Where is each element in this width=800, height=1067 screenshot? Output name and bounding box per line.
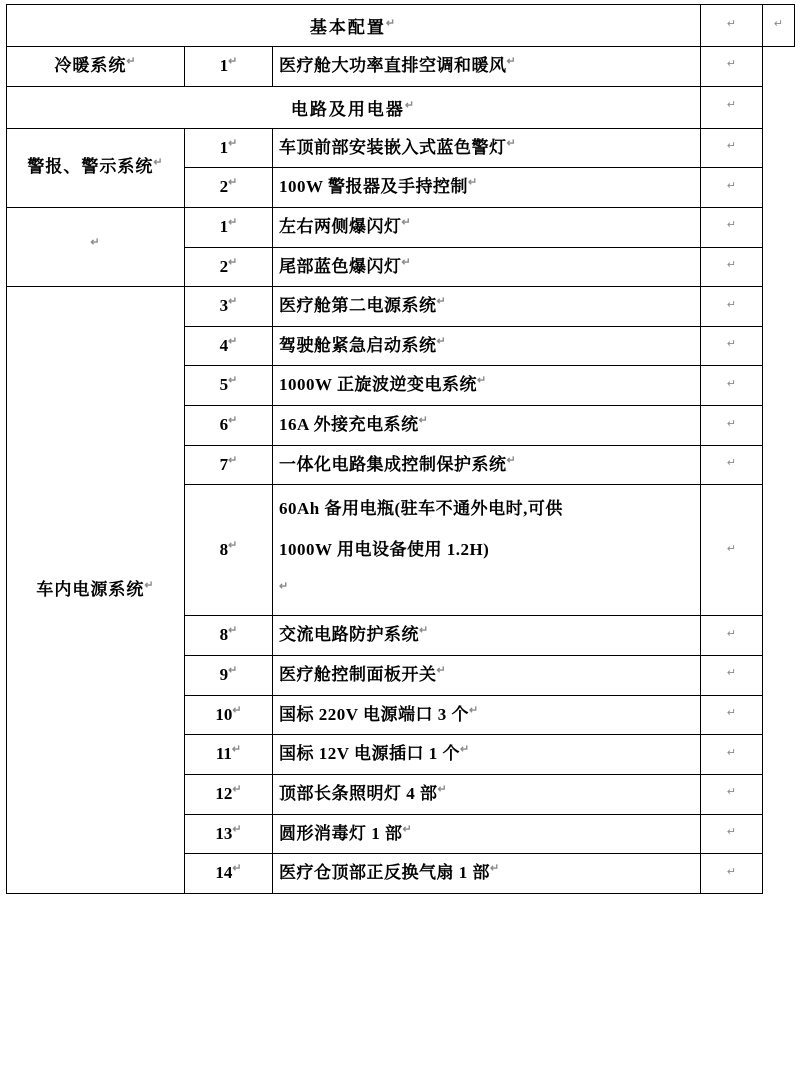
description-text: 圆形消毒灯 1 部 bbox=[279, 823, 403, 843]
tail-spacer bbox=[763, 695, 795, 735]
tail-spacer bbox=[763, 655, 795, 695]
paragraph-mark-icon: ↵ bbox=[726, 140, 737, 153]
section-header-cell bbox=[7, 5, 701, 47]
description-cell bbox=[273, 735, 701, 775]
description-text: 1000W 正旋波逆变电系统 bbox=[279, 375, 477, 395]
number-cell bbox=[185, 406, 273, 446]
item-number: 3 bbox=[219, 296, 229, 316]
description-text: 交流电路防护系统 bbox=[279, 625, 419, 645]
category-cell bbox=[7, 287, 185, 894]
table-row-section-header bbox=[7, 86, 795, 128]
paragraph-mark-icon: ↵ bbox=[436, 295, 447, 308]
paragraph-mark-icon: ↵ bbox=[726, 417, 737, 430]
mark-cell bbox=[701, 86, 763, 128]
description-cell bbox=[273, 854, 701, 894]
number-cell bbox=[185, 854, 273, 894]
mark-cell bbox=[701, 655, 763, 695]
paragraph-mark-icon: ↵ bbox=[385, 17, 398, 30]
tail-spacer bbox=[763, 168, 795, 208]
paragraph-mark-icon: ↵ bbox=[490, 862, 500, 875]
description-text: 医疗舱大功率直排空调和暖风 bbox=[279, 56, 507, 75]
tail-spacer bbox=[763, 326, 795, 366]
paragraph-mark-icon: ↵ bbox=[232, 783, 242, 796]
tail-spacer bbox=[763, 485, 795, 616]
item-number: 8 bbox=[219, 540, 229, 560]
description-cell bbox=[273, 366, 701, 406]
item-number: 10 bbox=[215, 704, 233, 724]
number-cell bbox=[185, 366, 273, 406]
tail-spacer bbox=[763, 854, 795, 894]
section-header-cell bbox=[7, 86, 701, 128]
mark-cell bbox=[701, 168, 763, 208]
paragraph-mark-icon: ↵ bbox=[726, 58, 737, 71]
category-cell-empty bbox=[7, 207, 185, 286]
item-number: 13 bbox=[215, 823, 233, 843]
paragraph-mark-icon: ↵ bbox=[401, 216, 412, 229]
description-text: 左右两侧爆闪灯 bbox=[279, 216, 402, 236]
paragraph-mark-icon: ↵ bbox=[228, 255, 238, 268]
paragraph-mark-icon: ↵ bbox=[726, 826, 737, 839]
description-cell bbox=[273, 128, 701, 168]
item-number: 7 bbox=[219, 454, 229, 474]
mark-cell bbox=[701, 406, 763, 446]
mark-cell bbox=[701, 128, 763, 168]
paragraph-mark-icon: ↵ bbox=[773, 17, 784, 30]
description-text: 医疗仓顶部正反换气扇 1 部 bbox=[279, 863, 490, 883]
number-cell bbox=[185, 168, 273, 208]
description-cell bbox=[273, 326, 701, 366]
number-cell bbox=[185, 774, 273, 814]
tail-spacer bbox=[763, 735, 795, 775]
description-text: 顶部长条照明灯 4 部 bbox=[279, 783, 438, 803]
mark-cell bbox=[701, 445, 763, 485]
paragraph-mark-icon: ↵ bbox=[468, 703, 479, 716]
mark-cell bbox=[701, 247, 763, 287]
tail-spacer bbox=[763, 814, 795, 854]
tail-spacer bbox=[763, 247, 795, 287]
description-cell bbox=[273, 774, 701, 814]
number-cell bbox=[185, 287, 273, 327]
description-text: 尾部蓝色爆闪灯 bbox=[279, 256, 402, 276]
description-cell bbox=[273, 616, 701, 656]
tail-spacer bbox=[763, 774, 795, 814]
mark-cell bbox=[701, 207, 763, 247]
paragraph-mark-icon: ↵ bbox=[90, 236, 101, 249]
description-text: 100W 警报器及手持控制 bbox=[279, 177, 468, 197]
paragraph-mark-icon: ↵ bbox=[726, 627, 737, 640]
section-header-label: 基本配置 bbox=[309, 18, 386, 37]
paragraph-mark-icon: ↵ bbox=[232, 822, 242, 835]
paragraph-mark-icon: ↵ bbox=[279, 580, 289, 593]
number-cell bbox=[185, 326, 273, 366]
tail-spacer bbox=[763, 47, 795, 87]
number-cell bbox=[185, 47, 273, 87]
item-number: 1 bbox=[219, 216, 229, 236]
paragraph-mark-icon: ↵ bbox=[228, 454, 238, 467]
item-number: 1 bbox=[219, 137, 229, 157]
description-line-mark bbox=[279, 579, 694, 604]
tail-spacer bbox=[763, 366, 795, 406]
paragraph-mark-icon: ↵ bbox=[419, 624, 429, 637]
description-cell bbox=[273, 47, 701, 87]
description-cell bbox=[273, 207, 701, 247]
number-cell bbox=[185, 128, 273, 168]
number-cell bbox=[185, 247, 273, 287]
paragraph-mark-icon: ↵ bbox=[476, 374, 487, 387]
paragraph-mark-icon: ↵ bbox=[228, 136, 238, 149]
number-cell bbox=[185, 616, 273, 656]
item-number: 6 bbox=[219, 415, 229, 435]
item-number: 4 bbox=[219, 335, 229, 355]
paragraph-mark-icon: ↵ bbox=[437, 783, 448, 796]
paragraph-mark-icon: ↵ bbox=[402, 822, 413, 835]
description-line: 60Ah 备用电瓶(驻车不通外电时,可供 bbox=[279, 499, 563, 519]
description-text: 一体化电路集成控制保护系统 bbox=[279, 454, 507, 474]
item-number: 9 bbox=[219, 664, 229, 684]
paragraph-mark-icon: ↵ bbox=[401, 255, 412, 268]
mark-cell bbox=[701, 616, 763, 656]
mark-cell bbox=[701, 326, 763, 366]
paragraph-mark-icon: ↵ bbox=[506, 136, 517, 149]
description-line: 1000W 用电设备使用 1.2H) bbox=[279, 540, 490, 560]
number-cell bbox=[185, 814, 273, 854]
paragraph-mark-icon: ↵ bbox=[506, 55, 517, 68]
mark-cell bbox=[701, 47, 763, 87]
paragraph-mark-icon: ↵ bbox=[232, 703, 242, 716]
paragraph-mark-icon: ↵ bbox=[726, 17, 737, 30]
table-row bbox=[7, 128, 795, 168]
item-number: 2 bbox=[219, 256, 229, 276]
mark-cell bbox=[701, 485, 763, 616]
description-text: 国标 220V 电源端口 3 个 bbox=[279, 704, 469, 724]
number-cell bbox=[185, 735, 273, 775]
category-label: 车内电源系统 bbox=[36, 579, 145, 599]
number-cell bbox=[185, 445, 273, 485]
paragraph-mark-icon: ↵ bbox=[726, 667, 737, 680]
category-cell bbox=[7, 47, 185, 87]
paragraph-mark-icon: ↵ bbox=[228, 664, 238, 677]
paragraph-mark-icon: ↵ bbox=[144, 579, 155, 592]
table-row-section-header bbox=[7, 5, 795, 47]
mark-cell bbox=[701, 774, 763, 814]
paragraph-mark-icon: ↵ bbox=[153, 156, 164, 169]
paragraph-mark-icon: ↵ bbox=[459, 743, 470, 756]
paragraph-mark-icon: ↵ bbox=[726, 298, 737, 311]
mark-cell bbox=[701, 287, 763, 327]
item-number: 1 bbox=[219, 56, 229, 75]
description-cell bbox=[273, 168, 701, 208]
paragraph-mark-icon: ↵ bbox=[228, 295, 238, 308]
description-cell bbox=[273, 485, 701, 616]
tail-spacer bbox=[763, 287, 795, 327]
paragraph-mark-icon: ↵ bbox=[726, 219, 737, 232]
paragraph-mark-icon: ↵ bbox=[506, 454, 517, 467]
paragraph-mark-icon: ↵ bbox=[726, 338, 737, 351]
item-number: 14 bbox=[215, 863, 233, 883]
mark-cell bbox=[701, 735, 763, 775]
paragraph-mark-icon: ↵ bbox=[726, 99, 737, 112]
item-number: 11 bbox=[215, 744, 232, 764]
tail-spacer bbox=[763, 616, 795, 656]
paragraph-mark-icon: ↵ bbox=[726, 179, 737, 192]
description-text: 驾驶舱紧急启动系统 bbox=[279, 335, 437, 355]
paragraph-mark-icon: ↵ bbox=[228, 539, 238, 552]
description-cell bbox=[273, 655, 701, 695]
paragraph-mark-icon: ↵ bbox=[418, 414, 429, 427]
paragraph-mark-icon: ↵ bbox=[467, 176, 478, 189]
paragraph-mark-icon: ↵ bbox=[228, 176, 238, 189]
number-cell bbox=[185, 207, 273, 247]
mark-cell bbox=[701, 814, 763, 854]
mark-cell bbox=[701, 854, 763, 894]
number-cell bbox=[185, 485, 273, 616]
mark-cell bbox=[701, 695, 763, 735]
mark-cell bbox=[701, 366, 763, 406]
tail-spacer bbox=[763, 207, 795, 247]
section-header-label: 电路及用电器 bbox=[290, 99, 405, 119]
table-row bbox=[7, 207, 795, 247]
description-cell bbox=[273, 695, 701, 735]
description-cell bbox=[273, 445, 701, 485]
number-cell bbox=[185, 695, 273, 735]
paragraph-mark-icon: ↵ bbox=[726, 786, 737, 799]
tail-spacer bbox=[763, 406, 795, 446]
paragraph-mark-icon: ↵ bbox=[228, 216, 238, 229]
description-cell bbox=[273, 814, 701, 854]
description-text: 车顶前部安装嵌入式蓝色警灯 bbox=[279, 137, 507, 157]
paragraph-mark-icon: ↵ bbox=[404, 98, 417, 111]
tail-cell bbox=[763, 5, 795, 47]
specification-table bbox=[6, 4, 795, 894]
category-label: 警报、警示系统 bbox=[27, 157, 154, 177]
description-text: 16A 外接充电系统 bbox=[279, 415, 419, 435]
paragraph-mark-icon: ↵ bbox=[436, 335, 447, 348]
paragraph-mark-icon: ↵ bbox=[126, 55, 137, 68]
paragraph-mark-icon: ↵ bbox=[228, 414, 238, 427]
item-number: 12 bbox=[215, 783, 233, 803]
paragraph-mark-icon: ↵ bbox=[228, 374, 238, 387]
table-row bbox=[7, 47, 795, 87]
paragraph-mark-icon: ↵ bbox=[726, 542, 737, 555]
item-number: 8 bbox=[219, 625, 229, 645]
table-row bbox=[7, 287, 795, 327]
paragraph-mark-icon: ↵ bbox=[726, 457, 737, 470]
category-cell bbox=[7, 128, 185, 207]
category-label: 冷暖系统 bbox=[54, 56, 127, 75]
paragraph-mark-icon: ↵ bbox=[726, 377, 737, 390]
paragraph-mark-icon: ↵ bbox=[436, 664, 447, 677]
description-text: 医疗舱第二电源系统 bbox=[279, 296, 437, 316]
paragraph-mark-icon: ↵ bbox=[232, 862, 242, 875]
item-number: 2 bbox=[219, 177, 229, 197]
description-cell bbox=[273, 406, 701, 446]
description-text: 医疗舱控制面板开关 bbox=[279, 664, 437, 684]
paragraph-mark-icon: ↵ bbox=[726, 259, 737, 272]
description-text: 国标 12V 电源插口 1 个 bbox=[279, 744, 460, 764]
description-cell bbox=[273, 247, 701, 287]
paragraph-mark-icon: ↵ bbox=[228, 624, 238, 637]
mark-cell bbox=[701, 5, 763, 47]
paragraph-mark-icon: ↵ bbox=[228, 335, 238, 348]
number-cell bbox=[185, 655, 273, 695]
item-number: 5 bbox=[219, 375, 229, 395]
description-cell bbox=[273, 287, 701, 327]
tail-spacer bbox=[763, 86, 795, 128]
paragraph-mark-icon: ↵ bbox=[228, 55, 238, 68]
paragraph-mark-icon: ↵ bbox=[726, 865, 737, 878]
paragraph-mark-icon: ↵ bbox=[726, 707, 737, 720]
paragraph-mark-icon: ↵ bbox=[726, 746, 737, 759]
tail-spacer bbox=[763, 445, 795, 485]
tail-spacer bbox=[763, 128, 795, 168]
paragraph-mark-icon: ↵ bbox=[231, 743, 242, 756]
